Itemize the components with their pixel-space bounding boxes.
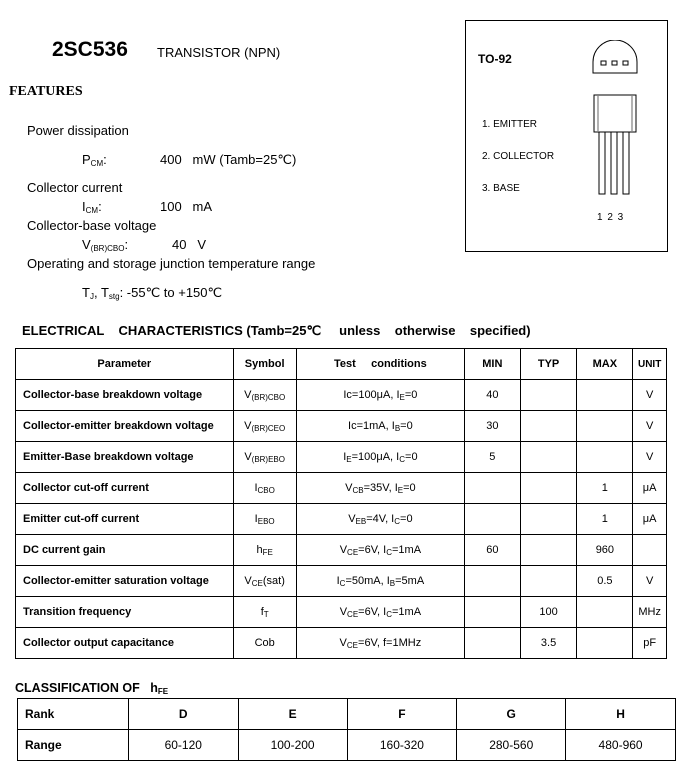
electrical-characteristics-table xyxy=(15,348,667,659)
typ-cell xyxy=(520,566,577,597)
part-type: TRANSISTOR (NPN) xyxy=(157,45,281,60)
pin-1-label: 1. EMITTER xyxy=(482,119,538,130)
header-typ: TYP xyxy=(520,349,577,380)
unit-cell: V xyxy=(633,442,667,473)
table-row xyxy=(16,535,667,566)
package-name: TO-92 xyxy=(478,52,512,66)
classification-table xyxy=(17,698,676,761)
rank-cell: H xyxy=(566,699,676,730)
symbol-cell: Cob xyxy=(233,628,296,659)
max-cell xyxy=(577,442,633,473)
parameter-cell: Emitter-Base breakdown voltage xyxy=(16,442,234,473)
conditions-cell: Ic=1mA, $I_B=0$ xyxy=(296,411,464,442)
range-cell: 160-320 xyxy=(347,730,457,761)
conditions-cell: $V_{CE}=6V$, $I_C=1mA$ xyxy=(296,535,464,566)
max-cell: 1 xyxy=(577,473,633,504)
cb-voltage-label: Collector-base voltage xyxy=(27,218,157,233)
symbol-cell: $I_{EBO}$ xyxy=(233,504,296,535)
pin-3-label: 3. BASE xyxy=(482,183,520,194)
pcm-symbol: $P_{CM}$: xyxy=(82,152,107,168)
min-cell xyxy=(465,473,521,504)
parameter-cell: Emitter cut-off current xyxy=(16,504,234,535)
min-cell: 30 xyxy=(465,411,521,442)
range-row xyxy=(18,730,676,761)
symbol-cell: $V_{(BR)CEO}$ xyxy=(233,411,296,442)
table-row xyxy=(16,566,667,597)
vcbo-symbol: $V_{(BR)CBO}$: xyxy=(82,237,129,253)
typ-cell xyxy=(520,535,577,566)
max-cell xyxy=(577,411,633,442)
parameter-cell: Collector-emitter breakdown voltage xyxy=(16,411,234,442)
typ-cell xyxy=(520,411,577,442)
parameter-cell: Collector output capacitance xyxy=(16,628,234,659)
collector-current-label: Collector current xyxy=(27,180,123,195)
parameter-cell: DC current gain xyxy=(16,535,234,566)
pin-numbers: 1 2 3 xyxy=(597,212,624,223)
unit-cell: V xyxy=(633,380,667,411)
features-heading: FEATURES xyxy=(9,84,83,99)
parameter-cell: Collector-emitter saturation voltage xyxy=(16,566,234,597)
icm-value: 100 mA xyxy=(160,199,213,214)
conditions-cell: Ic=100μA, $I_E=0$ xyxy=(296,380,464,411)
electrical-characteristics-heading: ELECTRICAL CHARACTERISTICS (Tamb=25℃ unless otherwise specified) xyxy=(22,323,531,338)
range-cell: 480-960 xyxy=(566,730,676,761)
max-cell: 960 xyxy=(577,535,633,566)
parameter-cell: Transition frequency xyxy=(16,597,234,628)
pin-2-label: 2. COLLECTOR xyxy=(482,151,555,162)
symbol-cell: $f_T$ xyxy=(233,597,296,628)
typ-cell xyxy=(520,442,577,473)
typ-cell: 100 xyxy=(520,597,577,628)
pcm-value: 400 mW (Tamb=25℃) xyxy=(160,152,297,167)
symbol-cell: $I_{CBO}$ xyxy=(233,473,296,504)
parameter-cell: Collector cut-off current xyxy=(16,473,234,504)
range-cell: 60-120 xyxy=(128,730,238,761)
unit-cell xyxy=(633,535,667,566)
table-row xyxy=(16,380,667,411)
parameter-cell: Collector-base breakdown voltage xyxy=(16,380,234,411)
conditions-cell: $I_E=100\mu A$, $I_C=0$ xyxy=(296,442,464,473)
classification-heading: CLASSIFICATION OF $h_{FE}$ xyxy=(15,681,169,696)
typ-cell xyxy=(520,504,577,535)
unit-cell: V xyxy=(633,566,667,597)
vcbo-value: 40 V xyxy=(172,237,206,252)
typ-cell xyxy=(520,473,577,504)
unit-cell: MHz xyxy=(633,597,667,628)
symbol-cell: $V_{(BR)EBO}$ xyxy=(233,442,296,473)
header-unit: UNIT xyxy=(633,349,667,380)
max-cell: 0.5 xyxy=(577,566,633,597)
max-cell xyxy=(577,380,633,411)
unit-cell: V xyxy=(633,411,667,442)
symbol-cell: $V_{(BR)CBO}$ xyxy=(233,380,296,411)
conditions-cell: $V_{EB}=4V$, $I_C=0$ xyxy=(296,504,464,535)
min-cell: 40 xyxy=(465,380,521,411)
table-row xyxy=(16,597,667,628)
temp-range-value: $T_J$, $T_{stg}$: -55℃ to +150℃ xyxy=(82,285,223,301)
rank-row xyxy=(18,699,676,730)
table-row xyxy=(16,442,667,473)
conditions-cell: $V_{CE}=6V$, $I_C=1mA$ xyxy=(296,597,464,628)
symbol-cell: $h_{FE}$ xyxy=(233,535,296,566)
table-row xyxy=(16,473,667,504)
temp-range-label: Operating and storage junction temperature range xyxy=(27,256,316,271)
rank-cell: D xyxy=(128,699,238,730)
conditions-cell: $V_{CE}=6V$, f=1MHz xyxy=(296,628,464,659)
table-header-row xyxy=(16,349,667,380)
conditions-cell: $I_C=50mA$, $I_B=5mA$ xyxy=(296,566,464,597)
table-row xyxy=(16,628,667,659)
rank-cell: F xyxy=(347,699,457,730)
rank-label: Rank xyxy=(18,699,129,730)
header-symbol: Symbol xyxy=(233,349,296,380)
power-dissipation-label: Power dissipation xyxy=(27,123,129,138)
range-cell: 280-560 xyxy=(457,730,566,761)
min-cell xyxy=(465,566,521,597)
to92-package-drawing xyxy=(590,40,640,200)
unit-cell: μA xyxy=(633,504,667,535)
max-cell xyxy=(577,597,633,628)
symbol-cell: $V_{CE}(sat)$ xyxy=(233,566,296,597)
header-conditions: Test conditions xyxy=(296,349,464,380)
table-row xyxy=(16,411,667,442)
conditions-cell: $V_{CB}=35V$, $I_E=0$ xyxy=(296,473,464,504)
icm-symbol: $I_{CM}$: xyxy=(82,199,102,215)
max-cell xyxy=(577,628,633,659)
range-label: Range xyxy=(18,730,129,761)
unit-cell: μA xyxy=(633,473,667,504)
min-cell xyxy=(465,597,521,628)
min-cell: 5 xyxy=(465,442,521,473)
rank-cell: G xyxy=(457,699,566,730)
rank-cell: E xyxy=(238,699,347,730)
header-parameter: Parameter xyxy=(16,349,234,380)
min-cell xyxy=(465,504,521,535)
header-min: MIN xyxy=(465,349,521,380)
table-row xyxy=(16,504,667,535)
unit-cell: pF xyxy=(633,628,667,659)
min-cell xyxy=(465,628,521,659)
header-max: MAX xyxy=(577,349,633,380)
typ-cell: 3.5 xyxy=(520,628,577,659)
min-cell: 60 xyxy=(465,535,521,566)
typ-cell xyxy=(520,380,577,411)
max-cell: 1 xyxy=(577,504,633,535)
range-cell: 100-200 xyxy=(238,730,347,761)
part-number: 2SC536 xyxy=(52,38,128,61)
